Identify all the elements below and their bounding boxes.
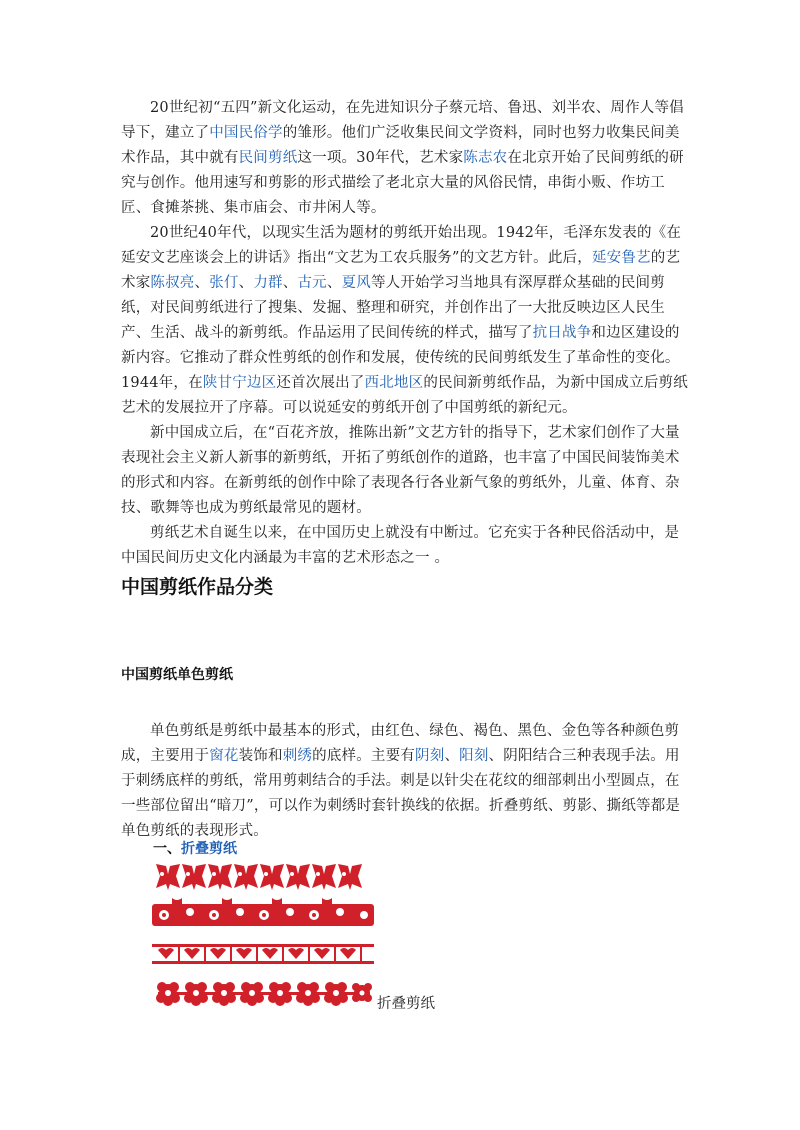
paragraph-2 [121,221,691,421]
section-heading: 中国剪纸作品分类 [121,576,274,598]
text-run: 、 [282,275,298,291]
text-run: 装饰和 [238,748,283,764]
inline-link[interactable]: 陈叔亮 [150,275,195,291]
folded-papercut-link[interactable]: 折叠剪纸 [181,841,237,857]
text-run: 、 [194,275,210,291]
inline-link[interactable]: 古元 [297,275,327,291]
text-run: 单色剪纸是剪纸中最基本的形式，由红色、绿色、褐色、黑色、金色等各种颜色剪成，主要用于 [121,723,680,764]
text-run: 和边区建设的新内容。它推动了群众性剪纸的创作和发展，使传统的民间剪纸发生了革命性的变化。1944年，在 [121,325,680,391]
image-caption: 折叠剪纸 [377,996,435,1012]
inline-link[interactable]: 延安鲁艺 [591,250,651,266]
inline-link[interactable]: 夏风 [341,275,371,291]
flower-border [156,982,372,1006]
inline-link[interactable]: 陕甘宁边区 [202,375,277,391]
text-run: 、 [326,275,342,291]
text-run: 还首次展出了 [276,375,365,391]
heart-border [152,944,374,964]
text-run: 20世纪初“五四”新文化运动，在先进知识分子蔡元培、鲁迅、刘半农、周作人等倡导下，建立了 [121,100,684,141]
text-run: 的底样。主要有 [312,748,416,764]
inline-link[interactable]: 阴刻 [415,748,445,764]
inline-link[interactable]: 西北地区 [364,375,424,391]
text-run: 剪纸艺术自诞生以来，在中国历史上就没有中断过。它充实于各种民俗活动中，是中国民间历史文化内涵最为丰富的艺术形态之一 。 [121,525,680,566]
paragraph-3 [121,421,691,521]
inline-link[interactable]: 阳刻 [459,748,489,764]
text-run: 新中国成立后，在“百花齐放，推陈出新”文艺方针的指导下，艺术家们创作了大量表现社会主义新人新事的新剪纸，开拓了剪纸创作的道路，也丰富了中国民间装饰美术的形式和内容。在新剪纸的创作中除了表现各行各业新气象的剪纸外，儿童、体育、杂技、歌舞等也成为剪纸最常见的题材。 [121,425,680,516]
text-run: 、阴阳结合三种表现手法。用于刺绣底样的剪纸，常用剪刺结合的手法。刺是以针尖在花纹的细部刺出小型圆点，在一些部位留出“暗刀”，可以作为刺绣时套针换线的依据。折叠剪纸、剪影、撕纸等都是单色剪纸的表现形式。 [121,748,681,839]
inline-link[interactable]: 中国民俗学 [209,125,283,141]
text-run: 的民间新剪纸作品，为新中国成立后剪纸艺术的发展拉开了序幕。可以说延安的剪纸开创了中国剪纸的新纪元。 [121,375,688,416]
text-run: 的艺术家 [121,250,681,291]
text-run: 、 [238,275,254,291]
paragraph-1 [121,96,691,221]
folded-papercut-heading [153,838,237,858]
inline-link[interactable]: 刺绣 [282,748,313,764]
inline-link[interactable]: 力群 [253,275,283,291]
inline-link[interactable]: 张仃 [209,275,239,291]
inline-link[interactable]: 抗日战争 [532,325,592,341]
folded-papercut-image [152,862,377,1008]
paragraph-4 [121,521,691,571]
text-run: 的雏形。他们广泛收集民间文学资料，同时也努力收集民间美术作品，其中就有 [121,125,680,166]
inline-link[interactable]: 陈志农 [463,150,508,166]
scroll-border [152,898,374,926]
text-run: 20世纪40年代，以现实生活为题材的剪纸开始出现。1942年，毛泽东发表的《在延安文艺座谈会上的讲话》指出“文艺为工农兵服务”的文艺方针。此后， [121,225,682,266]
inline-link[interactable]: 窗花 [209,748,239,764]
text-run: 、 [444,748,460,764]
subheading-prefix: 一、 [153,841,181,857]
inline-link[interactable]: 民间剪纸 [238,150,298,166]
butterfly-border [156,864,362,890]
text-run: 等人开始学习当地具有深厚群众基础的民间剪纸，对民间剪纸进行了搜集、发掘、整理和研究，并创作出了一大批反映边区人民生产、生活、战斗的新剪纸。作品运用了民间传统的样式，描写了 [121,275,665,341]
text-run: 在北京开始了民间剪纸的研究与创作。他用速写和剪影的形式描绘了老北京大量的风俗民情，串街小贩、作坊工匠、食摊茶挑、集市庙会、市井闲人等。 [121,150,684,216]
text-run: 这一项。30年代，艺术家 [297,150,464,166]
subsection-heading: 中国剪纸单色剪纸 [121,667,233,683]
paragraph-monochrome [121,719,691,844]
